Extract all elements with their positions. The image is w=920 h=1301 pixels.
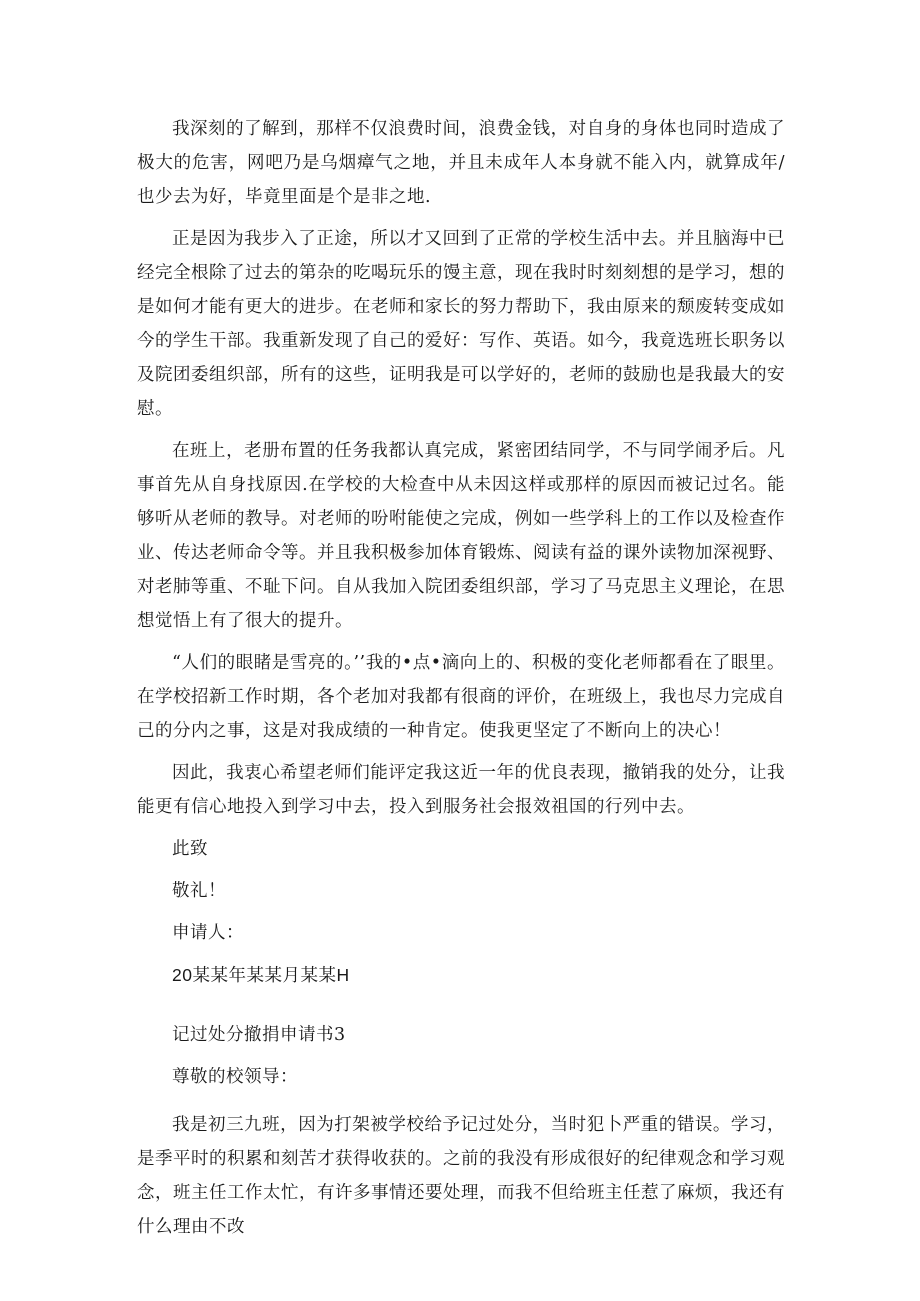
- paragraph-harm-of-internet-cafe: 我深刻的了解到，那样不仅浪费时间，浪费金钱，对自身的身体也同时造成了极大的危害，网吧乃是乌烟瘴气之地，并且未成年人本身就不能入内，就算成年/也少去为好，毕竟里面是个是非之地.: [137, 119, 785, 207]
- paragraph-class-performance: 在班上，老册布置的任务我都认真完成，紧密团结同学，不与同学闹矛后。凡事首先从自身找原因.在学校的大检查中从未因这样或那样的原因而被记过名。能够听从老师的教导。对老师的吩咐能使之完成，例如一些学科上的工作以及检查作业、传达老师命令等。并且我积极参加体育锻炼、阅读有益的课外读物加深视野、对老肺等重、不耻下问。自从我加入院团委组织部，学习了马克思主义理论，在思想觉悟上有了很大的提升。: [137, 441, 785, 631]
- paragraph-teachers-notice: “人们的眼睹是雪亮的。’’我的•点•滴向上的、积极的变化老师都看在了眼里。在学校招新工作时期，各个老加对我都有很商的评价，在班级上，我也尽力完成自己的分内之事，这是对我成绩的一种肯定。使我更坚定了不断向上的决心！: [137, 653, 785, 741]
- date-line: 20某某年某某月某某H: [172, 965, 350, 985]
- paragraph-request-revoke: 因此，我衷心希望老师们能评定我这近一年的优良表现，撤销我的处分，让我能更有信心地投入到学习中去，投入到服务社会报效祖国的行列中去。: [137, 763, 785, 817]
- closing-salutation: 此致: [172, 839, 208, 859]
- paragraph-back-on-track: 正是因为我步入了正途，所以才又回到了正常的学校生活中去。并且脑海中已经完全根除了过去的第杂的吃喝玩乐的馒主意，现在我时时刻刻想的是学习，想的是如何才能有更大的进步。在老师和家长的努力帮助下，我由原来的颓废转变成如今的学生干部。我重新发现了自己的爱好：写作、英语。如今，我竟选班长职务以及院团委组织部，所有的这些，证明我是可以学好的，老师的鼓励也是我最大的安慰。: [137, 229, 785, 419]
- document-page: [137, 112, 785, 1252]
- paragraph-self-introduction: 我是初三九班，因为打架被学校给予记过处分，当时犯卜严重的错误。学习，是季平时的积累和刻苦才获得收获的。之前的我没有形成很好的纪律观念和学习观念，班主任工作太忙，有许多事情还要处理，而我不但给班主任惹了麻烦，我还有什么理由不改: [137, 1115, 785, 1237]
- salutation-line: 尊敬的校领导：: [172, 1067, 298, 1087]
- closing-respect: 敬礼！: [172, 881, 226, 901]
- applicant-label: 申请人：: [172, 923, 244, 943]
- section-title: 记过处分撤捐申请书3: [172, 1025, 346, 1045]
